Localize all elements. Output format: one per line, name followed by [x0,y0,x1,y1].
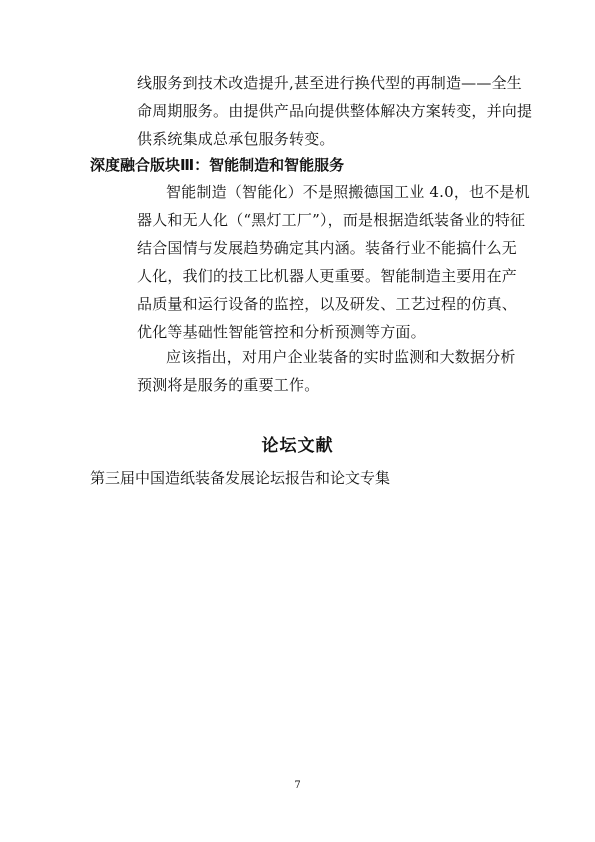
paragraph-line: 人化，我们的技工比机器人更重要。智能制造主要用在产 [137,267,518,285]
paragraph-line: 线服务到技术改造提升,甚至进行换代型的再制造——全生 [137,74,522,92]
paragraph-line: 供系统集成总承包服务转变。 [137,130,335,148]
paragraph-line: 命周期服务。由提供产品向提供整体解决方案转变，并向提 [137,102,533,120]
paragraph-line: 优化等基础性智能管控和分析预测等方面。 [137,323,426,341]
section-subtitle: 第三届中国造纸装备发展论坛报告和论文专集 [90,469,391,487]
block-heading: 深度融合版块Ⅲ：智能制造和智能服务 [90,156,345,174]
section-title: 论坛文献 [261,436,334,456]
paragraph-line: 器人和无人化（“黑灯工厂”），而是根据造纸装备业的特征 [137,211,526,229]
paragraph-line: 预测将是服务的重要工作。 [137,376,320,394]
paragraph-line: 品质量和运行设备的监控，以及研发、工艺过程的仿真、 [137,295,518,313]
paragraph-line: 结合国情与发展趋势确定其内涵。装备行业不能搞什么无 [137,239,518,257]
page-number: 7 [294,780,301,791]
paragraph-line: 智能制造（智能化）不是照搬德国工业 4.0，也不是机 [166,183,530,201]
paragraph-line: 应该指出，对用户企业装备的实时监测和大数据分析 [166,348,516,366]
